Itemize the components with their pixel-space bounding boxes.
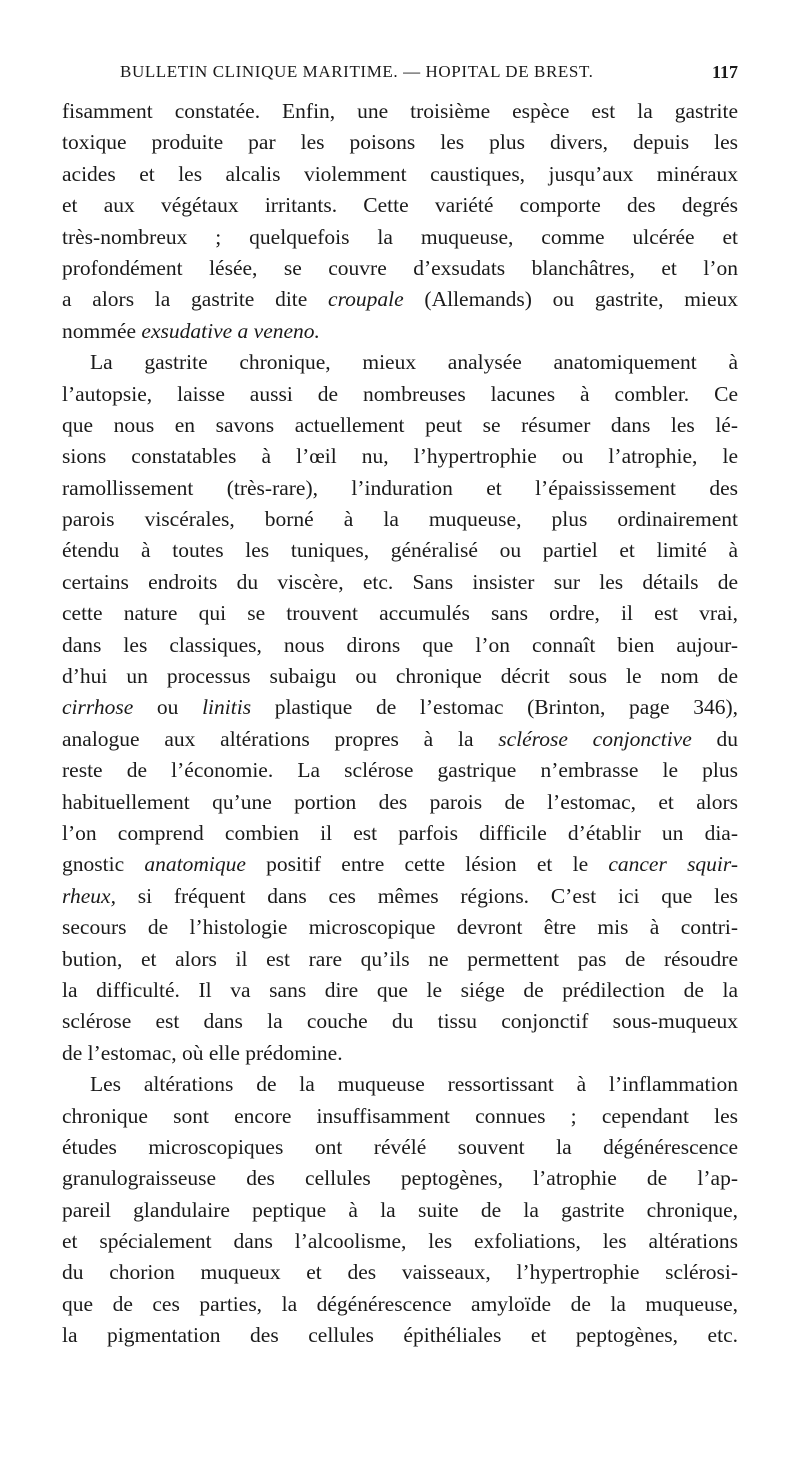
text-segment: (Allemands) ou gastrite, mieux [403,287,738,312]
text-segment: plastique de l’estomac (Brinton, page 346), [251,695,739,720]
paragraph-first-line [62,347,738,378]
text-line [62,630,738,661]
text-segment: acides et les alcalis violemment caustiques, jusqu’aux minéraux [62,161,738,186]
text-line [62,1163,738,1194]
body-text [62,96,738,1352]
text-line [62,1289,738,1320]
text-segment: bution, et alors il est rare qu’ils ne permettent pas de résoudre [62,946,738,971]
italic-text: croupale [328,287,404,312]
text-segment: l’on comprend combien il est parfois difficile d’établir un dia- [62,820,738,845]
text-segment: fisamment constatée. Enfin, une troisième espèce est la gastrite [62,99,738,123]
text-segment: de l’estomac, où elle prédomine. [62,1040,343,1065]
text-line [62,567,738,598]
text-line [62,1101,738,1132]
text-segment: certains endroits du viscère, etc. Sans insister sur les détails de [62,569,738,594]
text-line [62,755,738,786]
text-line [62,504,738,535]
text-line [62,692,738,723]
page-number: 117 [711,62,738,82]
text-segment: nommée [62,318,142,343]
text-line [62,127,738,158]
text-line [62,284,738,315]
text-segment: granulograisseuse des cellules peptogènes, l’atrophie de l’ap- [62,1166,738,1191]
italic-text: cirrhose [62,695,134,720]
text-segment: toxique produite par les poisons les plus divers, depuis les [62,130,738,155]
text-segment: pareil glandulaire peptique à la suite de la gastrite chronique, [62,1197,738,1222]
text-segment: gnostic [62,852,145,877]
text-segment: que nous en savons actuellement peut se résumer dans les lé- [62,412,738,437]
text-segment: reste de l’économie. La sclérose gastrique n’embrasse le plus [62,758,738,783]
text-line [62,787,738,818]
text-segment: que de ces parties, la dégénérescence amyloïde de la muqueuse, [62,1291,738,1316]
text-segment: chronique sont encore insuffisamment connues ; cependant les [62,1103,738,1128]
text-segment: la difficulté. Il va sans dire que le siége de prédilection de la [62,977,738,1002]
italic-text: exsudative a veneno. [141,318,320,343]
text-segment: du chorion muqueux et des vaisseaux, l’hypertrophie sclérosi- [62,1260,738,1285]
running-title: BULLETIN CLINIQUE MARITIME. — HOPITAL DE BREST. [120,62,594,81]
text-line [62,975,738,1006]
text-segment: si fréquent dans ces mêmes régions. C’est ici que les [115,883,738,908]
text-line [62,724,738,755]
text-segment: d’hui un processus subaigu ou chronique décrit sous le nom de [62,664,738,689]
text-segment: sions constatables à l’œil nu, l’hypertrophie ou l’atrophie, le [62,444,738,469]
text-line [62,1038,738,1069]
text-segment: parois viscérales, borné à la muqueuse, plus ordinairement [62,507,738,532]
text-segment: a alors la gastrite dite [62,287,329,312]
text-line [62,1320,738,1351]
italic-text: cancer squir- [608,852,739,877]
italic-text: linitis [202,695,252,720]
text-line [62,1006,738,1037]
italic-text: anatomique [144,852,246,877]
text-line [62,912,738,943]
text-segment: très-nombreux ; quelquefois la muqueuse, comme ulcérée et [62,224,738,249]
paragraph-first-line [62,1069,738,1100]
text-line [62,818,738,849]
text-line [62,1195,738,1226]
italic-text: sclérose conjonctive [498,726,692,751]
text-segment: Les altérations de la muqueuse ressortissant à l’inflammation [90,1072,738,1097]
text-line [62,598,738,629]
text-segment: la pigmentation des cellules épithéliales et peptogènes, etc. [62,1323,738,1348]
text-line [62,316,738,347]
italic-text: rheux, [62,883,116,908]
text-line [62,1226,738,1257]
text-line [62,535,738,566]
text-segment: La gastrite chronique, mieux analysée anatomiquement à [90,350,738,375]
text-segment: et aux végétaux irritants. Cette variété comporte des degrés [62,193,738,218]
text-line [62,661,738,692]
text-line [62,849,738,880]
text-segment: cette nature qui se trouvent accumulés sans ordre, il est vrai, [62,601,738,626]
text-segment: positif entre cette lésion et le [245,852,609,877]
text-segment: et spécialement dans l’alcoolisme, les exfoliations, les altérations [62,1229,738,1254]
text-segment: ramollissement (très-rare), l’induration et l’épaississement des [62,475,738,500]
text-line [62,410,738,441]
running-header [62,62,738,86]
text-segment: du [691,726,739,751]
text-segment: sclérose est dans la couche du tissu conjonctif sous-muqueux [62,1009,738,1034]
text-line [62,1257,738,1288]
text-line [62,379,738,410]
text-segment: ou [133,695,203,720]
text-line [62,473,738,504]
text-segment: profondément lésée, se couvre d’exsudats blanchâtres, et l’on [62,255,738,280]
text-line [62,881,738,912]
text-segment: secours de l’histologie microscopique devront être mis à contri- [62,915,738,940]
text-segment: analogue aux altérations propres à la [62,726,499,751]
text-line [62,190,738,221]
text-line [62,944,738,975]
text-line [62,441,738,472]
text-line [62,96,738,127]
text-line [62,253,738,284]
text-line [62,222,738,253]
text-segment: habituellement qu’une portion des parois de l’estomac, et alors [62,789,738,814]
text-segment: l’autopsie, laisse aussi de nombreuses lacunes à combler. Ce [62,381,738,406]
text-line [62,1132,738,1163]
text-segment: études microscopiques ont révélé souvent la dégénérescence [62,1134,738,1159]
text-line [62,159,738,190]
text-segment: étendu à toutes les tuniques, généralisé ou partiel et limité à [62,538,738,563]
text-segment: dans les classiques, nous dirons que l’on connaît bien aujour- [62,632,738,657]
